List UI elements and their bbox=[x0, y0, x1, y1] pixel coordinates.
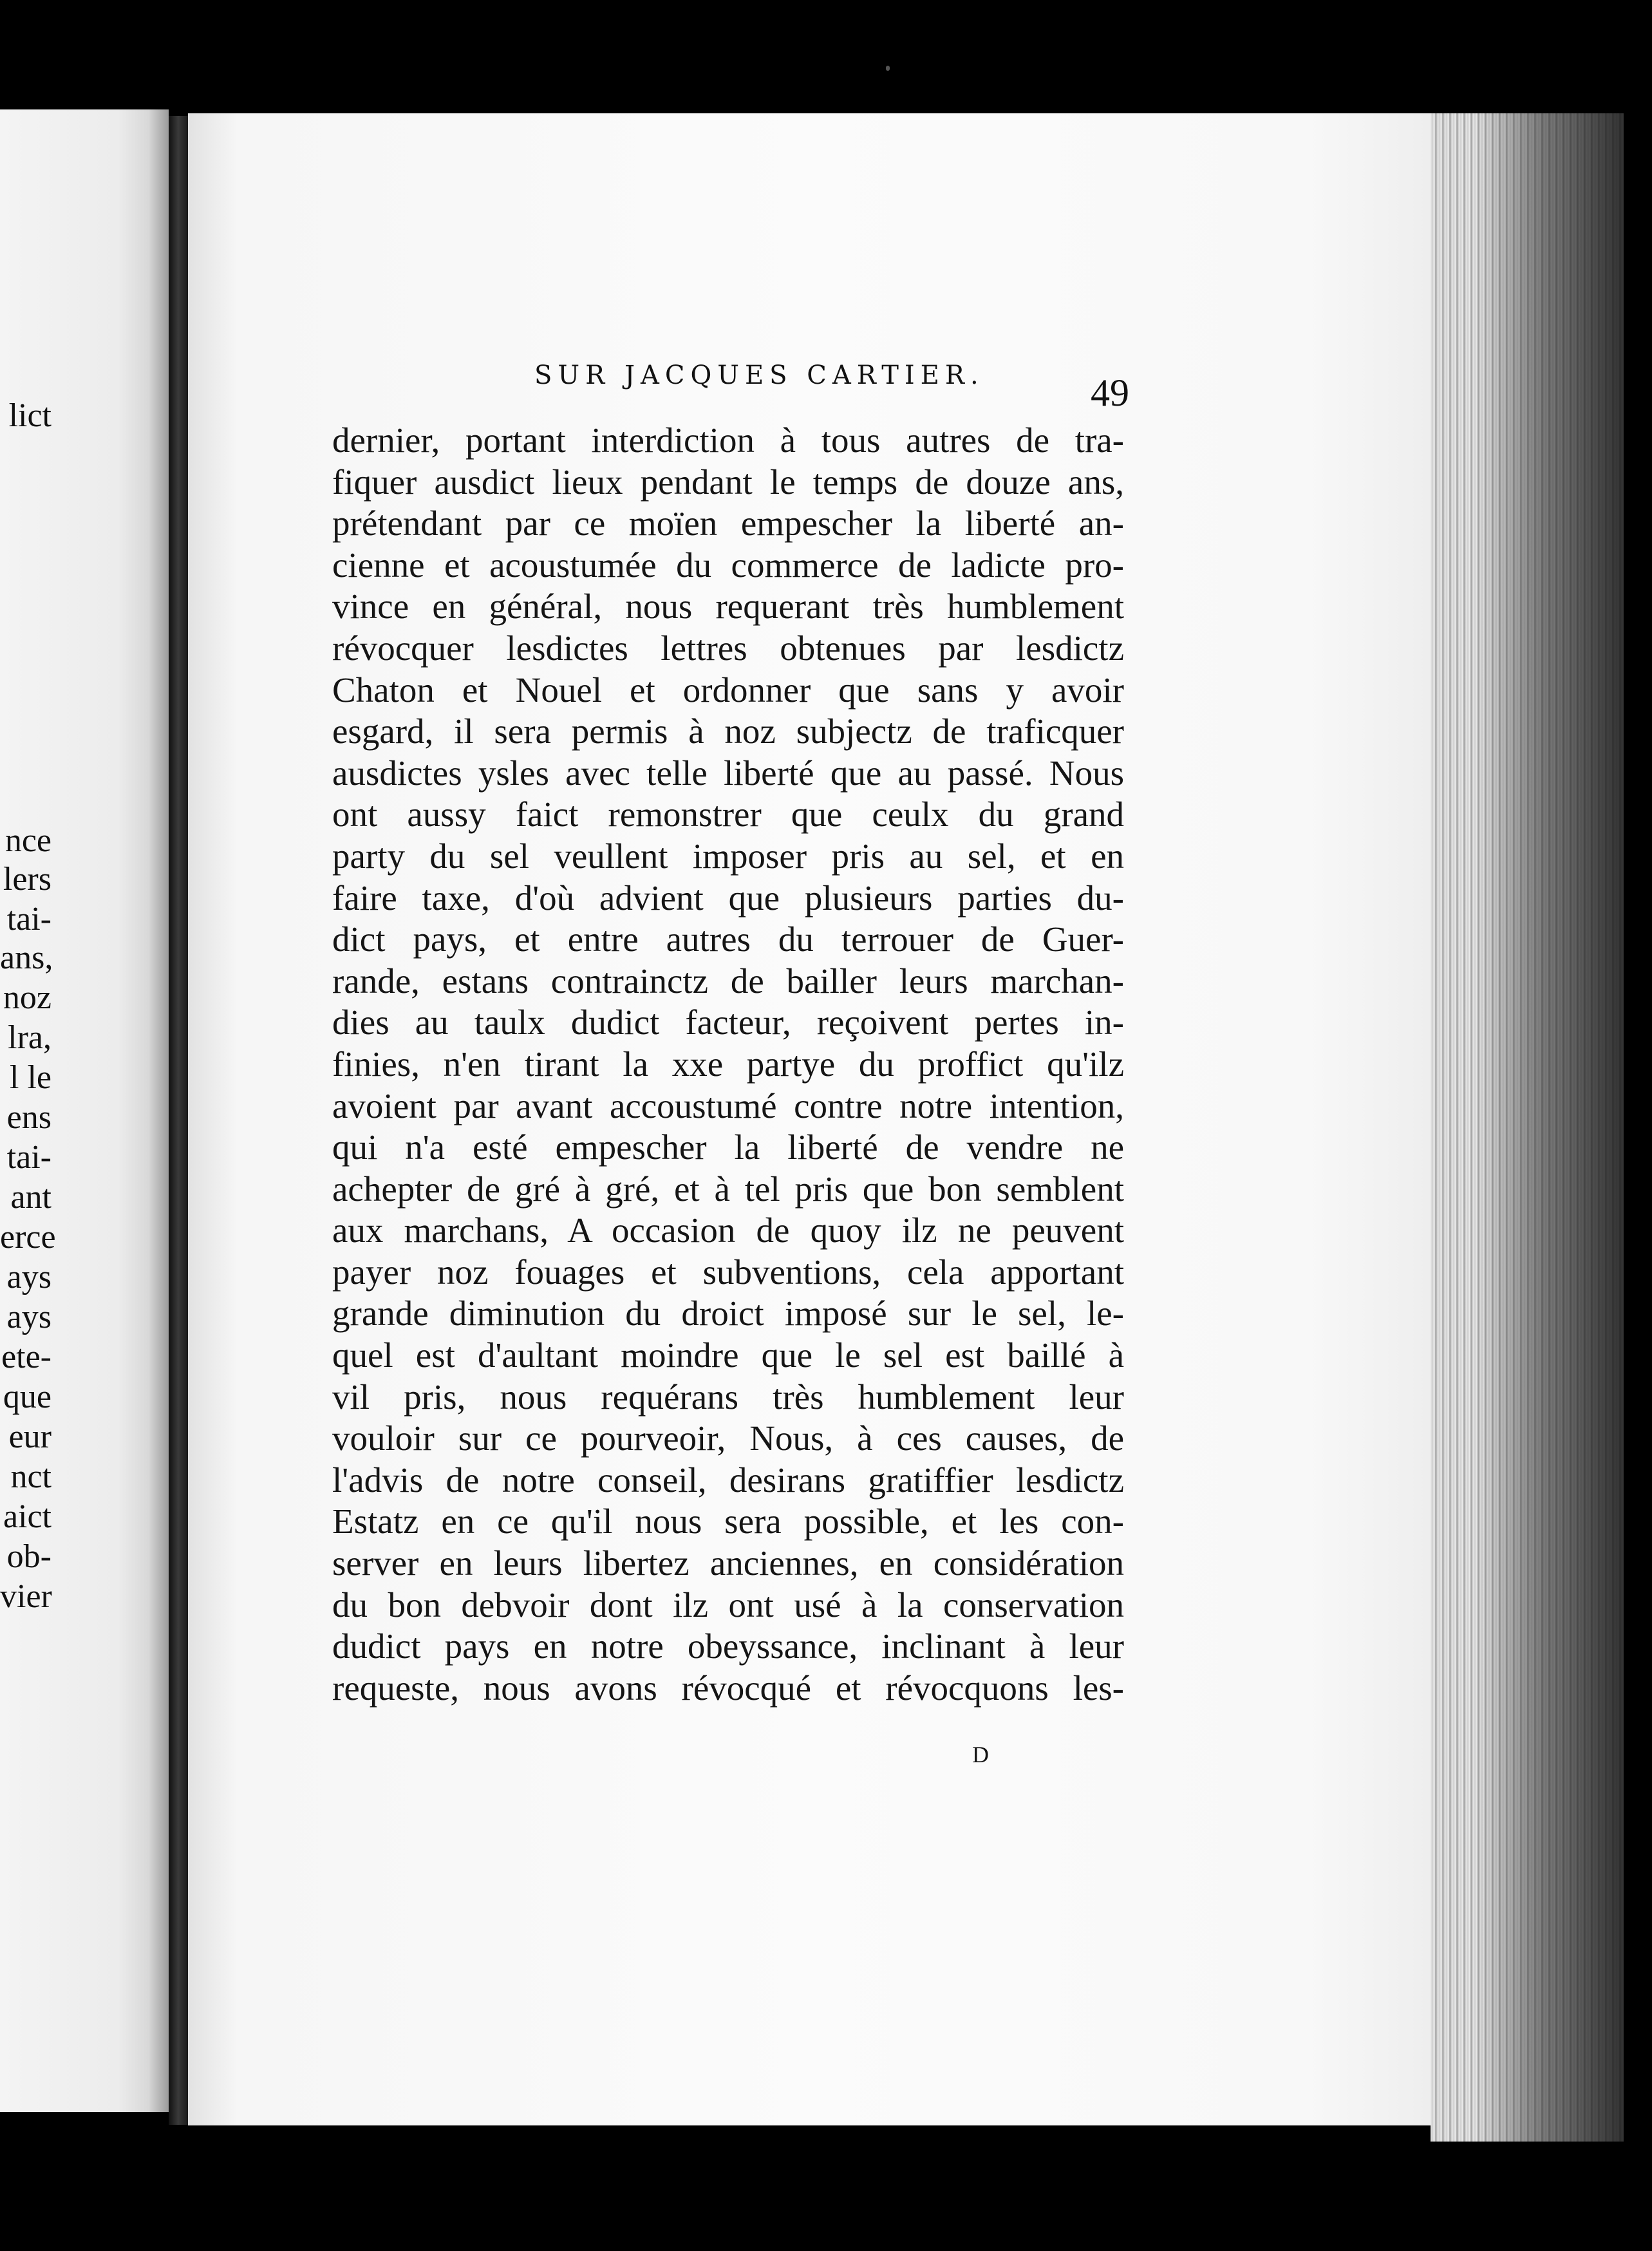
left-facing-page bbox=[0, 109, 169, 2112]
left-page-line-fragment: que bbox=[3, 1379, 52, 1415]
left-page-line-fragment: lra, bbox=[8, 1019, 52, 1056]
text-line: quel est d'aultant moindre que le sel est baillé à bbox=[332, 1335, 1124, 1375]
text-line: faire taxe, d'où advient que plusieurs parties du- bbox=[332, 878, 1124, 918]
left-page-line-fragment: eur bbox=[8, 1418, 52, 1455]
left-page-line-fragment: lict bbox=[8, 397, 52, 434]
book-fore-edge-shadow bbox=[1474, 113, 1624, 2142]
left-page-line-fragment: l le bbox=[10, 1059, 52, 1096]
text-line: l'advis de notre conseil, desirans gratiffier lesdictz bbox=[332, 1460, 1124, 1500]
text-line: dict pays, et entre autres du terrouer de Guer- bbox=[332, 919, 1124, 959]
running-head: SUR JACQUES CARTIER. bbox=[534, 361, 984, 390]
text-line: qui n'a esté empescher la liberté de vendre ne bbox=[332, 1127, 1124, 1167]
text-line: vouloir sur ce pourveoir, Nous, à ces causes, de bbox=[332, 1418, 1124, 1458]
text-line: fiquer ausdict lieux pendant le temps de douze ans, bbox=[332, 462, 1124, 502]
signature-mark: D bbox=[972, 1742, 990, 1767]
text-line: achepter de gré à gré, et à tel pris que bon semblent bbox=[332, 1169, 1124, 1209]
text-line: esgard, il sera permis à noz subjectz de traficquer bbox=[332, 711, 1124, 751]
text-line: dies au taulx dudict facteur, reçoivent pertes in- bbox=[332, 1003, 1124, 1042]
dust-speck bbox=[886, 66, 890, 71]
body-text bbox=[332, 420, 1124, 1709]
text-line: du bon debvoir dont ilz ont usé à la conservation bbox=[332, 1585, 1124, 1625]
text-line: Estatz en ce qu'il nous sera possible, et les con- bbox=[332, 1502, 1124, 1541]
left-page-line-fragment: noz bbox=[3, 979, 52, 1016]
left-page-line-fragment: ays bbox=[6, 1299, 52, 1335]
left-page-line-fragment: lers bbox=[3, 861, 52, 898]
text-line: finies, n'en tirant la xxe partye du proffict qu'ilz bbox=[332, 1044, 1124, 1084]
text-line: ausdictes ysles avec telle liberté que au passé. Nous bbox=[332, 753, 1124, 793]
left-page-text-column bbox=[0, 109, 155, 2112]
text-line: requeste, nous avons révocqué et révocquons les- bbox=[332, 1668, 1124, 1708]
text-line: avoient par avant accoustumé contre notre intention, bbox=[332, 1086, 1124, 1126]
left-page-line-fragment: vier bbox=[0, 1578, 52, 1615]
text-line: grande diminution du droict imposé sur le sel, le- bbox=[332, 1294, 1124, 1333]
left-page-line-fragment: tai- bbox=[6, 901, 52, 937]
text-line: party du sel veullent imposer pris au sel, et en bbox=[332, 836, 1124, 876]
left-page-line-fragment: ens bbox=[6, 1099, 52, 1136]
text-line: rande, estans contrainctz de bailler leurs marchan- bbox=[332, 961, 1124, 1001]
left-page-line-fragment: ays bbox=[6, 1259, 52, 1295]
text-line: dernier, portant interdiction à tous autres de tra- bbox=[332, 420, 1124, 460]
left-page-line-fragment: erce bbox=[0, 1219, 56, 1256]
left-page-line-fragment: ant bbox=[10, 1179, 52, 1216]
left-page-line-fragment: ete- bbox=[1, 1339, 52, 1375]
text-line: Chaton et Nouel et ordonner que sans y avoir bbox=[332, 670, 1124, 710]
text-line: vince en général, nous requerant très humblement bbox=[332, 587, 1124, 626]
text-line: prétendant par ce moïen empescher la liberté an- bbox=[332, 504, 1124, 543]
text-line: révocquer lesdictes lettres obtenues par lesdictz bbox=[332, 628, 1124, 668]
text-line: ont aussy faict remonstrer que ceulx du grand bbox=[332, 795, 1124, 834]
left-page-line-fragment: aict bbox=[3, 1498, 52, 1535]
text-line: payer noz fouages et subventions, cela apportant bbox=[332, 1252, 1124, 1292]
text-line: vil pris, nous requérans très humblement leur bbox=[332, 1377, 1124, 1417]
text-line: server en leurs libertez anciennes, en considération bbox=[332, 1543, 1124, 1583]
page-number: 49 bbox=[1091, 372, 1129, 414]
left-page-line-fragment: nct bbox=[10, 1458, 52, 1495]
text-line: dudict pays en notre obeyssance, inclinant à leur bbox=[332, 1626, 1124, 1666]
text-line: cienne et acoustumée du commerce de ladicte pro- bbox=[332, 545, 1124, 585]
left-page-line-fragment: tai- bbox=[6, 1139, 52, 1176]
text-line: aux marchans, A occasion de quoy ilz ne peuvent bbox=[332, 1210, 1124, 1250]
left-page-line-fragment: ans, bbox=[0, 939, 53, 976]
left-page-line-fragment: nce bbox=[5, 822, 52, 859]
book-gutter bbox=[169, 116, 188, 2125]
left-page-line-fragment: ob- bbox=[6, 1538, 52, 1575]
